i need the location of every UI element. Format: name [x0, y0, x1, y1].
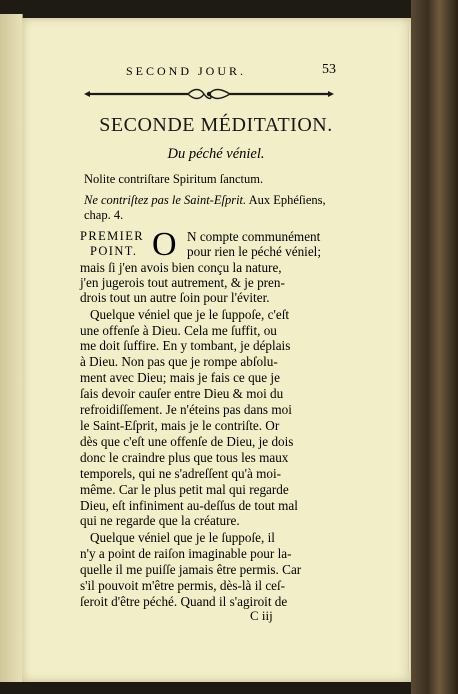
facing-page-edge	[0, 14, 23, 682]
body-line: pour rien le péché véniel;	[187, 244, 322, 259]
body-line: Dieu, eſt infiniment au-deſſus de tout mal	[80, 498, 298, 513]
body-line: N compte communément	[187, 229, 321, 244]
body-line: temporels, qui ne s'adreſſent qu'à moi-	[80, 466, 282, 481]
body-line: quelle il me puiſſe jamais être permis. Car	[80, 562, 302, 577]
body-line: j'en jugerois tout autrement, & je pren-	[80, 275, 285, 290]
page-number: 53	[322, 62, 336, 77]
body-line: ment avec Dieu; mais je fais ce que je	[80, 370, 280, 385]
body-line: mais ſi j'en avois bien conçu la nature,	[80, 260, 282, 275]
signature-mark: C iij	[250, 608, 273, 623]
epigraph-french-text: Ne contriſtez pas le Saint-Eſprit.	[84, 193, 247, 207]
body-line: Quelque véniel que je le ſuppoſe, il	[90, 530, 275, 545]
epigraph-french	[84, 193, 336, 223]
body-line: à Dieu. Non pas que je rompe abſolu-	[80, 354, 278, 369]
body-line: ſais devoir cauſer entre Dieu & moi du	[80, 386, 284, 401]
body-line: dès que c'eſt une offenſe de Dieu, je dois	[80, 434, 294, 449]
body-line: le Saint-Eſprit, mais je le contriſte. Or	[80, 418, 280, 433]
drop-cap: O	[152, 226, 177, 263]
meditation-subtitle: Du péché véniel.	[167, 146, 265, 162]
body-line: donc le craindre plus que tous les maux	[80, 450, 289, 465]
body-line: drois tout un autre ſoin pour l'éviter.	[80, 290, 270, 305]
body-line: une offenſe à Dieu. Cela me ſuffit, ou	[80, 323, 277, 338]
book-binding	[411, 0, 458, 694]
meditation-title: SECONDE MÉDITATION.	[99, 114, 333, 136]
body-line: ſeroit d'être péché. Quand il s'agiroit de	[80, 594, 288, 609]
epigraph-reference: Aux Ephéſiens, chap. 4.	[84, 193, 326, 222]
body-line: s'il pouvoit m'être permis, dès-là il ceſ-	[80, 578, 286, 593]
point-label: PREMIER	[80, 229, 144, 243]
body-line: même. Car le plus petit mal qui regarde	[80, 482, 289, 497]
ornamental-rule-icon	[84, 87, 334, 101]
body-line: qui ne regarde que la créature.	[80, 513, 240, 528]
point-label-2: POINT.	[90, 244, 138, 258]
body-line: n'y a point de raiſon imaginable pour la-	[80, 546, 292, 561]
running-head: SECOND JOUR.	[126, 64, 247, 78]
body-line: Quelque véniel que je le ſuppoſe, c'eſt	[90, 307, 290, 322]
epigraph-latin: Nolite contriſtare Spiritum ſanctum.	[84, 172, 264, 186]
body-line: me doit ſuffire. En y tombant, je déplais	[80, 338, 291, 353]
body-line: refroidiſſement. Je n'éteins pas dans moi	[80, 402, 292, 417]
